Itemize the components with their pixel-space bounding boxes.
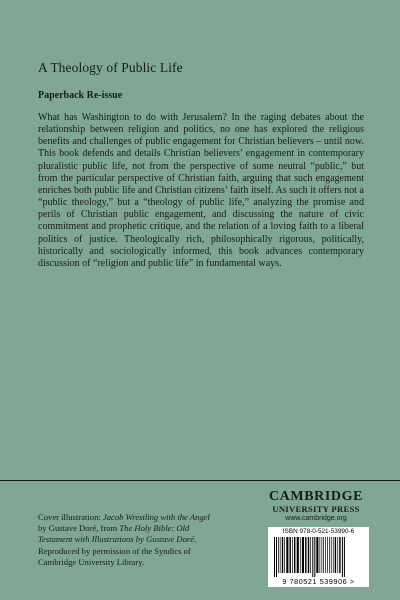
divider-line	[0, 480, 400, 481]
barcode-bar	[302, 537, 304, 573]
barcode-bar	[300, 537, 301, 573]
barcode-bar	[282, 537, 283, 573]
barcode-bar	[323, 537, 324, 573]
barcode-bar	[325, 537, 326, 573]
barcode-bar	[322, 537, 323, 573]
barcode-bar	[276, 537, 277, 577]
barcode-bar	[308, 537, 309, 573]
credit-source-title: The Holy Bible: Old Testament with Illustrations by Gustave Doré	[38, 523, 195, 545]
barcode-bar	[312, 537, 313, 577]
barcode-bar	[329, 537, 330, 573]
barcode-bar	[327, 537, 328, 573]
barcode-bar	[333, 537, 334, 573]
barcode-bar	[292, 537, 293, 573]
edition-label: Paperback Re-issue	[38, 90, 123, 101]
barcode-bar	[310, 537, 311, 573]
barcode-bar	[297, 537, 299, 573]
credit-artist: by Gustave Doré, from	[38, 523, 120, 534]
credit-permission: . Reproduced by permission of the Syndics of Cambridge University Library.	[38, 534, 197, 567]
barcode-bar	[278, 537, 279, 573]
barcode-bar	[335, 537, 336, 573]
publisher-name: CAMBRIDGE	[268, 489, 364, 504]
publisher-url: www.cambridge.org	[285, 515, 347, 522]
barcode-bar	[339, 537, 340, 573]
publisher-logo	[260, 489, 372, 523]
barcode-bar	[320, 537, 321, 573]
barcode-bar	[314, 537, 315, 577]
publisher-subname: UNIVERSITY PRESS	[272, 504, 360, 514]
barcode-bar	[305, 537, 306, 573]
credit-artwork-title: Jacob Wrestling with the Angel	[102, 512, 210, 522]
isbn-label: ISBN 978-0-521-53990-6	[282, 528, 355, 535]
barcode-bar	[284, 537, 285, 573]
credit-prefix: Cover illustration:	[38, 512, 103, 522]
book-description: What has Washington to do with Jerusalem? In the raging debates about the relationship between religion and politics, no one has explored the religious benefits and challenges of public engagement for Christian believers – until now. This book defends and details Christian believers’ engagement in contemporary pluralistic public life, not from the perspective of some neutral “public,” but from the particular perspective of Christian faith, arguing that such engagement enriches both public life and Christian citizens’ faith itself. As such it offers not a “public theology,” but a “theology of public life,” analyzing the promise and perils of Christian public engagement, and discussing the nature of civic commitment and prophetic critique, and the relation of a loving faith to a liberal politics of justice. Theologically rich, philosophically rigorous, politically, historically and sociologically informed, this book advances contemporary discussion of “religion and public life” in fundamental ways.	[38, 112, 364, 269]
isbn-barcode-box	[268, 527, 369, 587]
barcode-bar	[342, 537, 343, 577]
barcode-bar	[294, 537, 295, 573]
barcode-bar	[337, 537, 338, 573]
barcode-bar	[344, 537, 345, 577]
barcode-graphic	[272, 537, 365, 577]
barcode-bar	[274, 537, 275, 577]
barcode-digits: 9 780521 539906 >	[282, 577, 355, 586]
barcode-bar	[331, 537, 332, 573]
book-title: A Theology of Public Life	[38, 60, 183, 75]
barcode-bar	[290, 537, 291, 573]
barcode-bar	[316, 537, 318, 573]
barcode-bar	[280, 537, 281, 573]
cover-illustration-credit	[38, 512, 216, 568]
barcode-bar	[286, 537, 288, 573]
